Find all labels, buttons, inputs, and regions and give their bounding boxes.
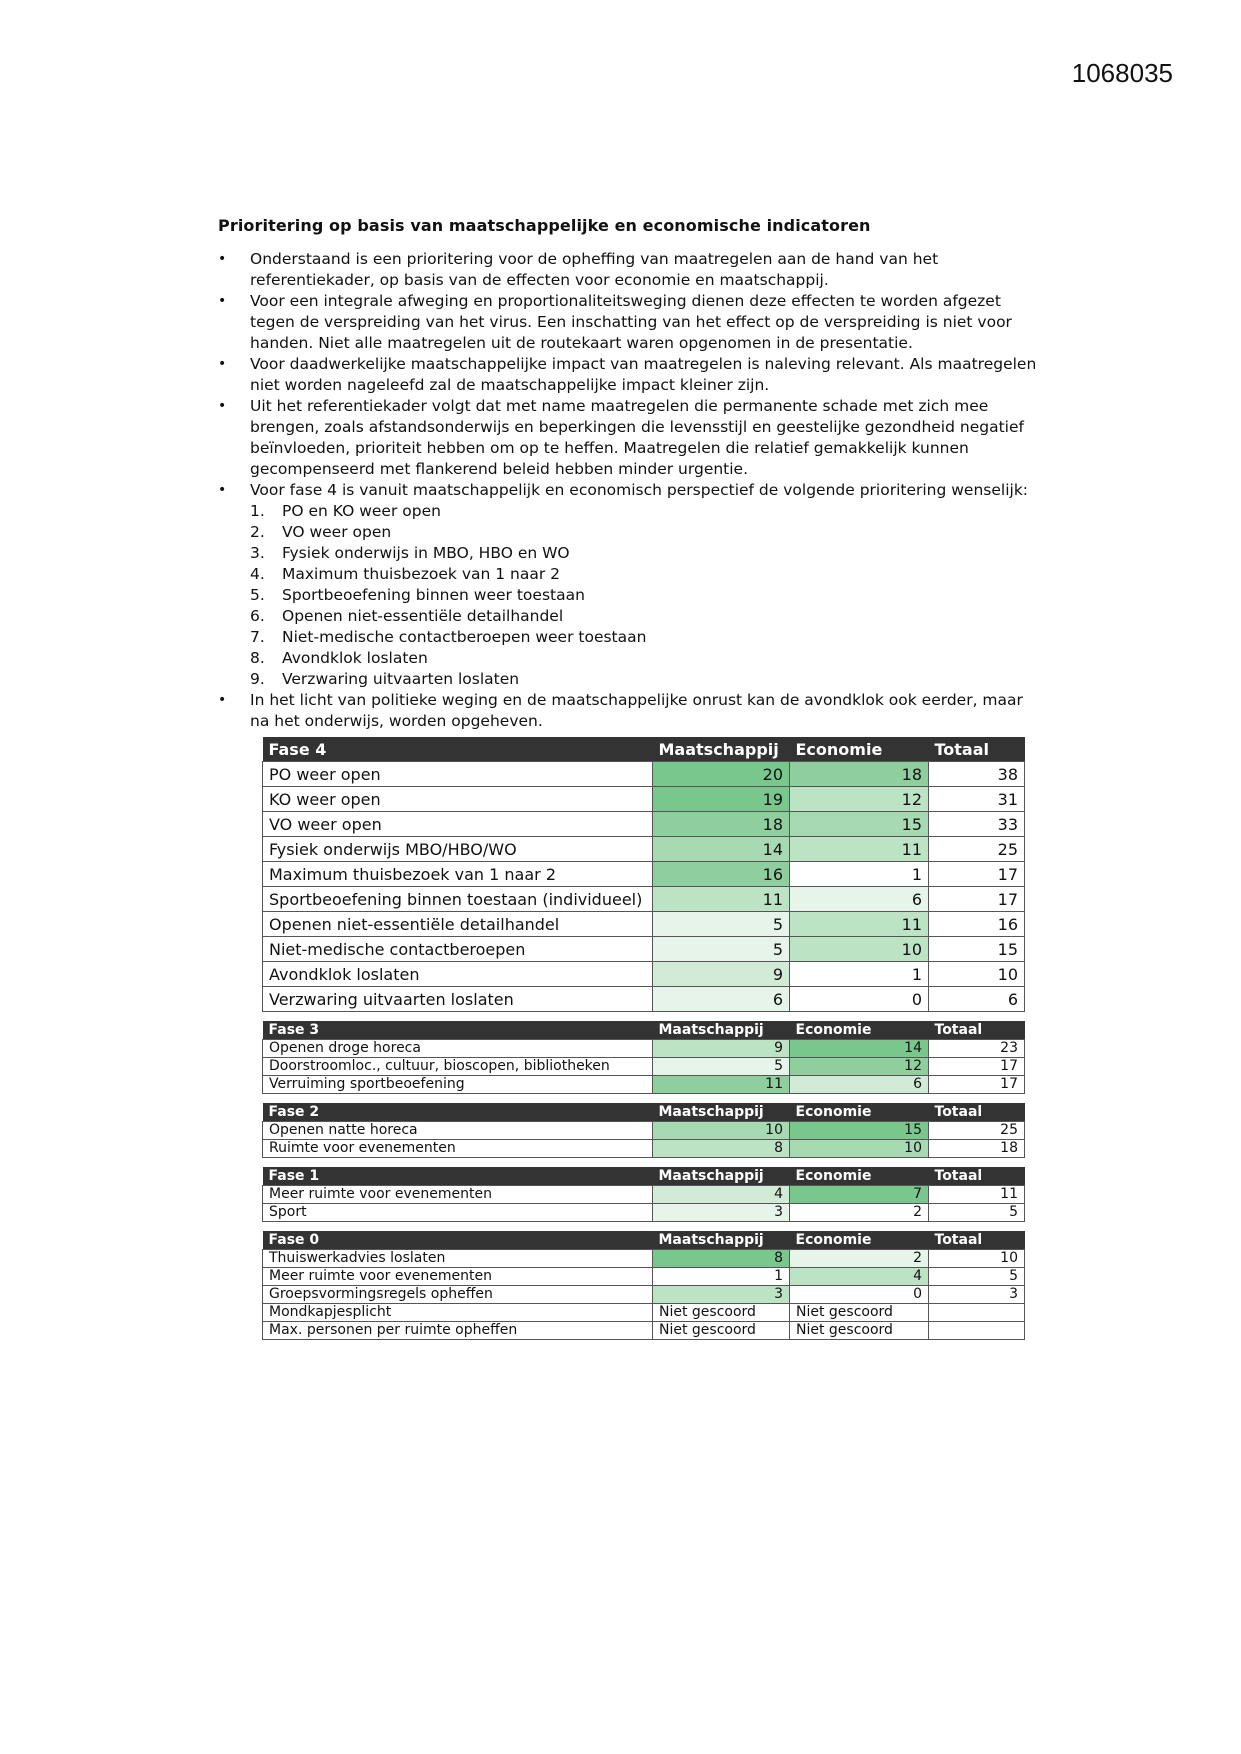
- measure-label: Openen niet-essentiële detailhandel: [263, 912, 653, 937]
- maatschappij-score: 20: [653, 762, 790, 787]
- table-section-fase-2: [263, 1094, 1025, 1158]
- priority-text: VO weer open: [282, 523, 392, 541]
- economie-score: 11: [790, 912, 929, 937]
- maatschappij-score: 16: [653, 862, 790, 887]
- totaal-score: 6: [929, 987, 1025, 1012]
- maatschappij-score: 5: [653, 1058, 790, 1076]
- maatschappij-score: 1: [653, 1268, 790, 1286]
- priority-text: Sportbeoefening binnen weer toestaan: [282, 586, 585, 604]
- measure-label: Verzwaring uitvaarten loslaten: [263, 987, 653, 1012]
- table-row: [263, 862, 1025, 887]
- column-header: Totaal: [929, 1103, 1025, 1122]
- economie-score: 7: [790, 1186, 929, 1204]
- measure-label: Openen droge horeca: [263, 1040, 653, 1058]
- column-header: Totaal: [929, 1021, 1025, 1040]
- table-header-row: [263, 737, 1025, 762]
- economie-score: 4: [790, 1268, 929, 1286]
- table-section-fase-3: [263, 1012, 1025, 1094]
- gap-cell: [263, 1094, 1025, 1104]
- section-gap: [263, 1094, 1025, 1104]
- column-header: Maatschappij: [653, 1021, 790, 1040]
- score-table: [262, 737, 1025, 1340]
- priority-number: 2.: [250, 523, 265, 541]
- totaal-score: [929, 1304, 1025, 1322]
- table-row: [263, 1250, 1025, 1268]
- totaal-score: 11: [929, 1186, 1025, 1204]
- maatschappij-score: Niet gescoord: [653, 1322, 790, 1340]
- bullet-item: • Voor een integrale afweging en proportionaliteitsweging dienen deze effecten te worden afgezet tegen de verspreiding van het virus. Een inschatting van het effect op de verspreiding is niet voor handen. Niet alle maatregelen uit de routekaart waren opgenomen in de presentatie.: [218, 291, 1038, 354]
- maatschappij-score: 5: [653, 912, 790, 937]
- priority-item: [250, 627, 1038, 648]
- table-row: [263, 1058, 1025, 1076]
- table-row: [263, 787, 1025, 812]
- table-section-fase-0: [263, 1222, 1025, 1340]
- table-row: [263, 887, 1025, 912]
- economie-score: 0: [790, 1286, 929, 1304]
- totaal-score: 33: [929, 812, 1025, 837]
- priority-item: [250, 501, 1038, 522]
- column-header: Economie: [790, 1103, 929, 1122]
- priority-number: 5.: [250, 586, 265, 604]
- economie-score: 2: [790, 1250, 929, 1268]
- priority-text: Avondklok loslaten: [282, 649, 428, 667]
- totaal-score: 3: [929, 1286, 1025, 1304]
- column-header: Economie: [790, 1231, 929, 1250]
- measure-label: KO weer open: [263, 787, 653, 812]
- economie-score: 12: [790, 787, 929, 812]
- column-header: Maatschappij: [653, 1103, 790, 1122]
- column-header: Maatschappij: [653, 1231, 790, 1250]
- economie-score: 10: [790, 1140, 929, 1158]
- bullet-item: • In het licht van politieke weging en de maatschappelijke onrust kan de avondklok ook eerder, maar na het onderwijs, worden opgeheven.: [218, 690, 1038, 732]
- measure-label: PO weer open: [263, 762, 653, 787]
- measure-label: VO weer open: [263, 812, 653, 837]
- measure-label: Maximum thuisbezoek van 1 naar 2: [263, 862, 653, 887]
- section-gap: [263, 1158, 1025, 1168]
- totaal-score: 10: [929, 962, 1025, 987]
- totaal-score: 15: [929, 937, 1025, 962]
- priority-number: 1.: [250, 502, 265, 520]
- table-row: [263, 1322, 1025, 1340]
- table-header-row: [263, 1167, 1025, 1186]
- table-section-fase-4: [263, 737, 1025, 1012]
- phase-header: Fase 3: [263, 1021, 653, 1040]
- priority-number: 6.: [250, 607, 265, 625]
- measure-label: Sport: [263, 1204, 653, 1222]
- table-row: [263, 1186, 1025, 1204]
- priority-number: 4.: [250, 565, 265, 583]
- table-row: [263, 1304, 1025, 1322]
- maatschappij-score: 9: [653, 962, 790, 987]
- priority-text: Verzwaring uitvaarten loslaten: [282, 670, 520, 688]
- totaal-score: 38: [929, 762, 1025, 787]
- maatschappij-score: 6: [653, 987, 790, 1012]
- priority-item: [250, 606, 1038, 627]
- measure-label: Thuiswerkadvies loslaten: [263, 1250, 653, 1268]
- maatschappij-score: 11: [653, 1076, 790, 1094]
- maatschappij-score: 8: [653, 1250, 790, 1268]
- measure-label: Fysiek onderwijs MBO/HBO/WO: [263, 837, 653, 862]
- economie-score: 11: [790, 837, 929, 862]
- table-row: [263, 762, 1025, 787]
- maatschappij-score: 3: [653, 1286, 790, 1304]
- economie-score: 6: [790, 1076, 929, 1094]
- priority-text: Niet-medische contactberoepen weer toestaan: [282, 628, 647, 646]
- measure-label: Openen natte horeca: [263, 1122, 653, 1140]
- table-row: [263, 1268, 1025, 1286]
- phase-header: Fase 0: [263, 1231, 653, 1250]
- priority-number: 3.: [250, 544, 265, 562]
- totaal-score: 31: [929, 787, 1025, 812]
- section-gap: [263, 1012, 1025, 1022]
- phase-header: Fase 2: [263, 1103, 653, 1122]
- phase-header: Fase 1: [263, 1167, 653, 1186]
- totaal-score: 10: [929, 1250, 1025, 1268]
- priority-number: 7.: [250, 628, 265, 646]
- table-row: [263, 1076, 1025, 1094]
- measure-label: Ruimte voor evenementen: [263, 1140, 653, 1158]
- measure-label: Groepsvormingsregels opheffen: [263, 1286, 653, 1304]
- totaal-score: 5: [929, 1204, 1025, 1222]
- maatschappij-score: 19: [653, 787, 790, 812]
- priority-item: [250, 648, 1038, 669]
- priority-list: [250, 501, 1038, 690]
- measure-label: Mondkapjesplicht: [263, 1304, 653, 1322]
- economie-score: 10: [790, 937, 929, 962]
- priority-item: [250, 669, 1038, 690]
- measure-label: Niet-medische contactberoepen: [263, 937, 653, 962]
- table-row: [263, 812, 1025, 837]
- priority-text: Fysiek onderwijs in MBO, HBO en WO: [282, 544, 570, 562]
- column-header: Economie: [790, 1021, 929, 1040]
- maatschappij-score: 18: [653, 812, 790, 837]
- measure-label: Max. personen per ruimte opheffen: [263, 1322, 653, 1340]
- economie-score: 1: [790, 962, 929, 987]
- priority-text: Openen niet-essentiële detailhandel: [282, 607, 564, 625]
- phase-header: Fase 4: [263, 737, 653, 762]
- maatschappij-score: 9: [653, 1040, 790, 1058]
- table-row: [263, 912, 1025, 937]
- table-row: [263, 962, 1025, 987]
- economie-score: 12: [790, 1058, 929, 1076]
- economie-score: 2: [790, 1204, 929, 1222]
- totaal-score: [929, 1322, 1025, 1340]
- totaal-score: 17: [929, 862, 1025, 887]
- measure-label: Sportbeoefening binnen toestaan (individueel): [263, 887, 653, 912]
- maatschappij-score: 3: [653, 1204, 790, 1222]
- totaal-score: 23: [929, 1040, 1025, 1058]
- priority-number: 8.: [250, 649, 265, 667]
- table-row: [263, 1040, 1025, 1058]
- measure-label: Avondklok loslaten: [263, 962, 653, 987]
- score-table-wrap: [262, 737, 1024, 1340]
- column-header: Totaal: [929, 1167, 1025, 1186]
- priority-text: Maximum thuisbezoek van 1 naar 2: [282, 565, 561, 583]
- economie-score: 6: [790, 887, 929, 912]
- gap-cell: [263, 1222, 1025, 1232]
- table-header-row: [263, 1231, 1025, 1250]
- totaal-score: 17: [929, 1076, 1025, 1094]
- table-row: [263, 1286, 1025, 1304]
- gap-cell: [263, 1158, 1025, 1168]
- measure-label: Doorstroomloc., cultuur, bioscopen, bibliotheken: [263, 1058, 653, 1076]
- table-section-fase-1: [263, 1158, 1025, 1222]
- bullet-item: [218, 480, 1038, 690]
- measure-label: Meer ruimte voor evenementen: [263, 1186, 653, 1204]
- maatschappij-score: 10: [653, 1122, 790, 1140]
- table-header-row: [263, 1021, 1025, 1040]
- bullet-item: • Uit het referentiekader volgt dat met name maatregelen die permanente schade met zich mee brengen, zoals afstandsonderwijs en beperkingen die levensstijl en geestelijke gezondheid negatief beïnvloeden, prioriteit hebben om op te heffen. Maatregelen die relatief gemakkelijk kunnen gecompenseerd met flankerend beleid hebben minder urgentie.: [218, 396, 1038, 480]
- totaal-score: 18: [929, 1140, 1025, 1158]
- section-gap: [263, 1222, 1025, 1232]
- document-body: [218, 216, 1038, 1340]
- bullet-item: • Onderstaand is een prioritering voor de opheffing van maatregelen aan de hand van het referentiekader, op basis van de effecten voor economie en maatschappij.: [218, 249, 1038, 291]
- bullet-item: • Voor daadwerkelijke maatschappelijke impact van maatregelen is naleving relevant. Als maatregelen niet worden nageleefd zal de maatschappelijke impact kleiner zijn.: [218, 354, 1038, 396]
- priority-item: [250, 564, 1038, 585]
- priority-item: [250, 543, 1038, 564]
- totaal-score: 5: [929, 1268, 1025, 1286]
- column-header: Economie: [790, 737, 929, 762]
- document-number: 1068035: [1071, 58, 1173, 88]
- section-title: Prioritering op basis van maatschappelijke en economische indicatoren: [218, 216, 871, 235]
- economie-score: Niet gescoord: [790, 1304, 929, 1322]
- bullet-list: [218, 249, 1038, 732]
- totaal-score: 17: [929, 887, 1025, 912]
- column-header: Economie: [790, 1167, 929, 1186]
- totaal-score: 25: [929, 1122, 1025, 1140]
- totaal-score: 17: [929, 1058, 1025, 1076]
- maatschappij-score: 8: [653, 1140, 790, 1158]
- table-header-row: [263, 1103, 1025, 1122]
- table-row: [263, 1140, 1025, 1158]
- economie-score: Niet gescoord: [790, 1322, 929, 1340]
- measure-label: Verruiming sportbeoefening: [263, 1076, 653, 1094]
- maatschappij-score: 4: [653, 1186, 790, 1204]
- economie-score: 0: [790, 987, 929, 1012]
- priority-item: [250, 585, 1038, 606]
- economie-score: 1: [790, 862, 929, 887]
- table-row: [263, 1204, 1025, 1222]
- gap-cell: [263, 1012, 1025, 1022]
- maatschappij-score: 5: [653, 937, 790, 962]
- economie-score: 15: [790, 812, 929, 837]
- priority-item: [250, 522, 1038, 543]
- totaal-score: 25: [929, 837, 1025, 862]
- bullet-text: • Voor fase 4 is vanuit maatschappelijk en economisch perspectief de volgende prioritering wenselijk:: [250, 481, 1029, 499]
- economie-score: 15: [790, 1122, 929, 1140]
- priority-number: 9.: [250, 670, 265, 688]
- column-header: Maatschappij: [653, 737, 790, 762]
- maatschappij-score: 11: [653, 887, 790, 912]
- column-header: Maatschappij: [653, 1167, 790, 1186]
- maatschappij-score: Niet gescoord: [653, 1304, 790, 1322]
- column-header: Totaal: [929, 1231, 1025, 1250]
- table-row: [263, 937, 1025, 962]
- column-header: Totaal: [929, 737, 1025, 762]
- totaal-score: 16: [929, 912, 1025, 937]
- table-row: [263, 1122, 1025, 1140]
- priority-text: PO en KO weer open: [282, 502, 441, 520]
- table-row: [263, 837, 1025, 862]
- economie-score: 18: [790, 762, 929, 787]
- table-row: [263, 987, 1025, 1012]
- economie-score: 14: [790, 1040, 929, 1058]
- measure-label: Meer ruimte voor evenementen: [263, 1268, 653, 1286]
- maatschappij-score: 14: [653, 837, 790, 862]
